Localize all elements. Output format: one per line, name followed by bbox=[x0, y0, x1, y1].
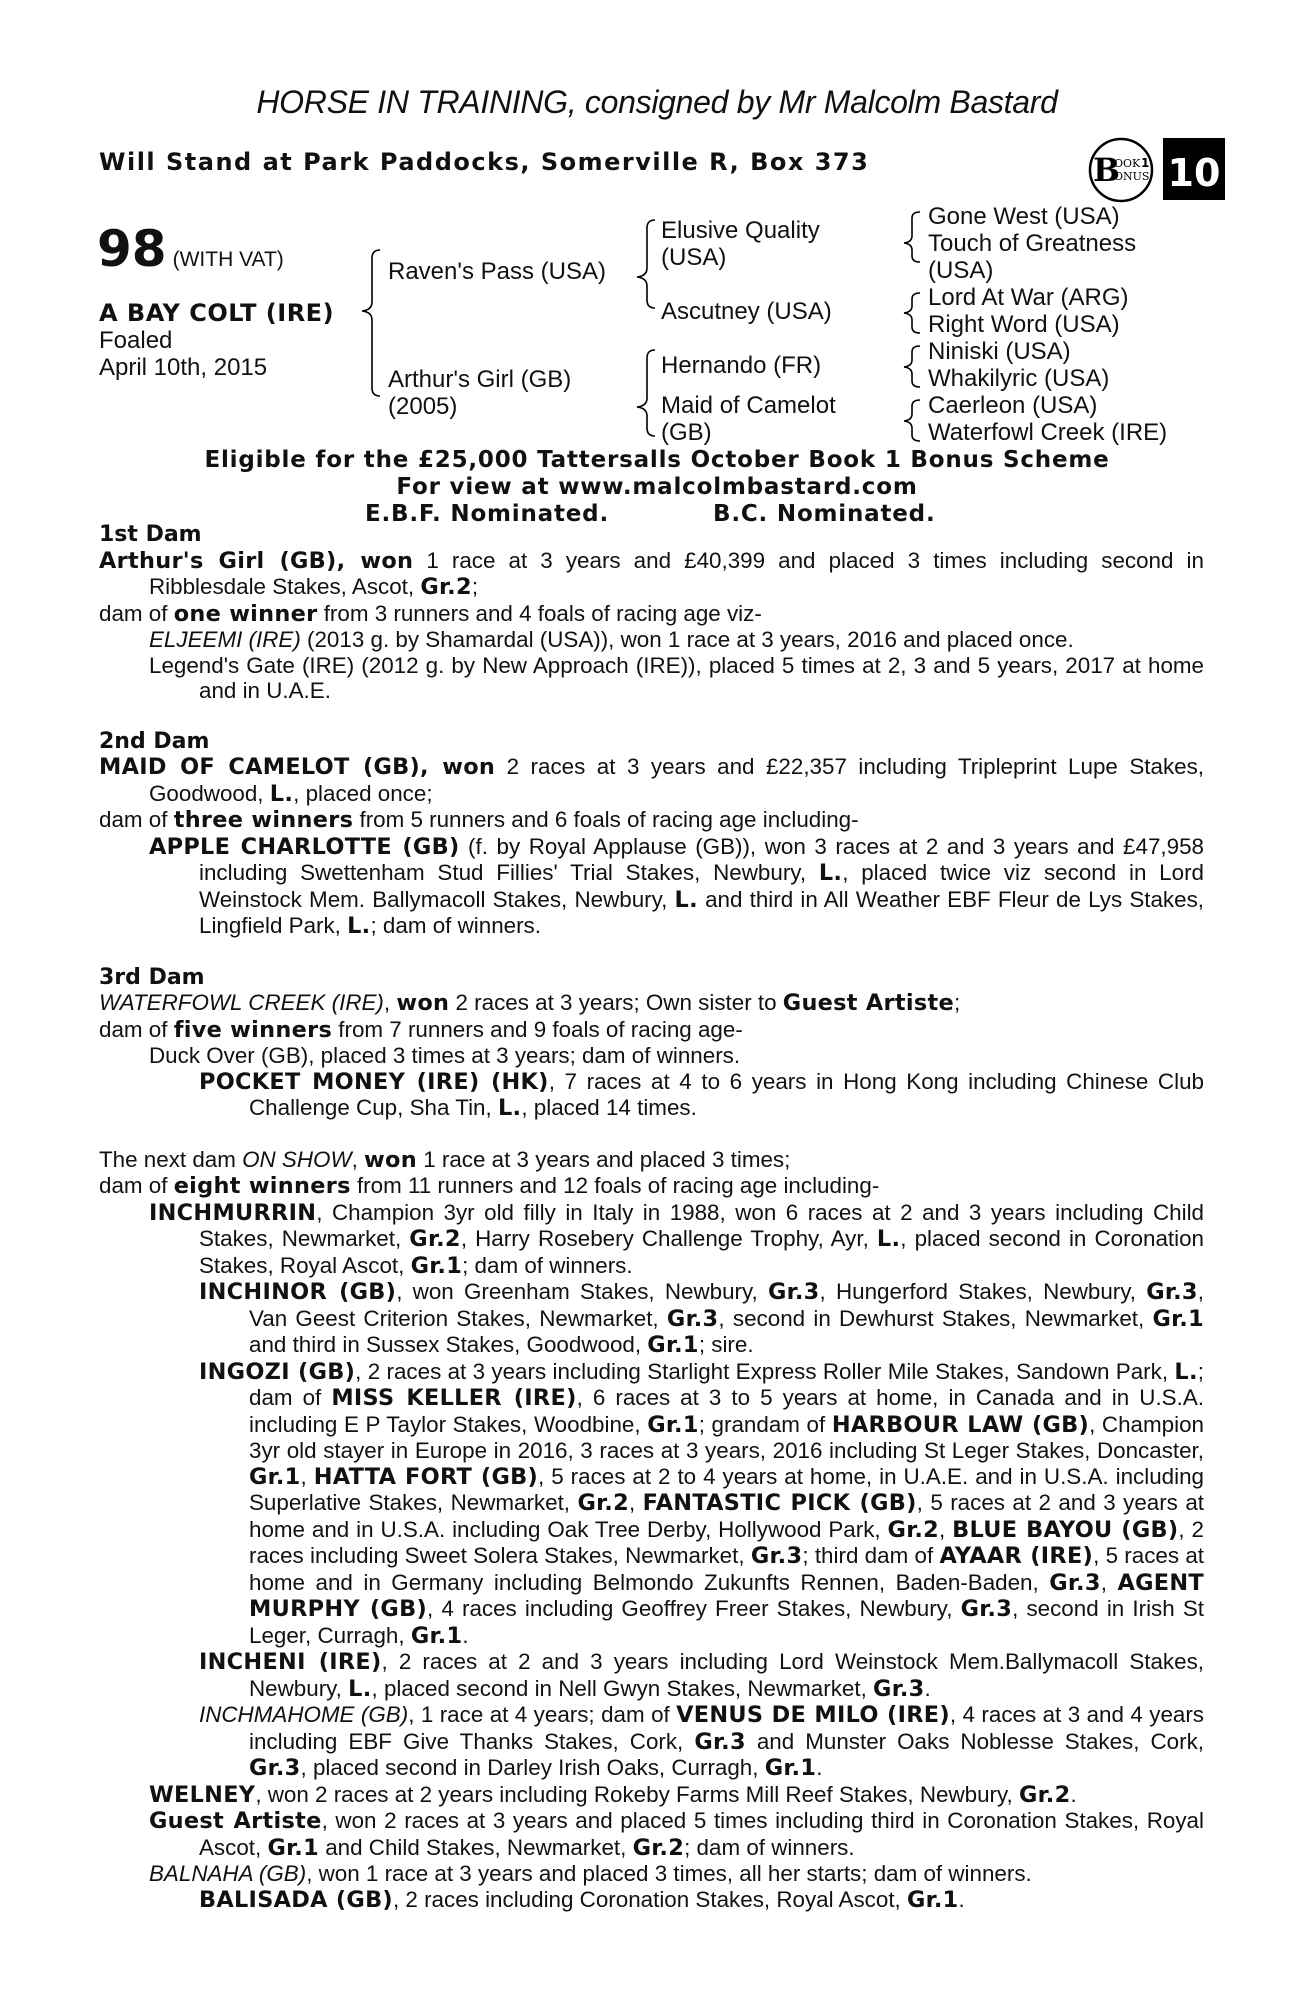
bonus-scheme-note: Eligible for the £25,000 Tattersalls October Book 1 Bonus Scheme bbox=[204, 447, 1110, 473]
second-dam-entry: MAID OF CAMELOT (GB), won 2 races at 3 years and £22,357 including Tripleprint Lupe Stakes, Goodwood, L., placed once; bbox=[99, 754, 1205, 807]
produce-balisada: BALISADA (GB), 2 races including Coronation Stakes, Royal Ascot, Gr.1. bbox=[199, 1886, 965, 1913]
pedigree-g2-country: (USA) bbox=[928, 257, 994, 284]
pedigree-dam-dam-country: (GB) bbox=[661, 419, 712, 446]
first-dam-entry: Arthur's Girl (GB), won 1 race at 3 years and £40,399 and placed 3 times including second in Ribblesdale Stakes, Ascot, Gr.2; bbox=[99, 547, 1204, 600]
third-dam-foal-1: Duck Over (GB), placed 3 times at 3 years; dam of winners. bbox=[149, 1043, 741, 1068]
pedigree-g2 bbox=[928, 230, 1136, 284]
pedigree-g8: Waterfowl Creek (IRE) bbox=[928, 419, 1168, 446]
pedigree-sire-sire-name: Elusive Quality bbox=[661, 217, 820, 244]
vat-label: (WITH VAT) bbox=[172, 248, 284, 271]
svg-text:ONUS: ONUS bbox=[1114, 170, 1150, 183]
foaled-label: Foaled bbox=[99, 327, 173, 354]
svg-text:1: 1 bbox=[1141, 156, 1150, 170]
third-dam-heading: 3rd Dam bbox=[99, 964, 205, 990]
pedigree-g4: Right Word (USA) bbox=[928, 311, 1120, 338]
ebf-note: E.B.F. Nominated. bbox=[365, 501, 609, 527]
pedigree-dam bbox=[388, 366, 571, 420]
pedigree-dam-dam-name: Maid of Camelot bbox=[661, 392, 836, 419]
produce-inchmurrin: INCHMURRIN, Champion 3yr old filly in Italy in 1988, won 6 races at 2 and 3 years including Child Stakes, Newmarket, Gr.2, Harry Rosebery Challenge Trophy, Ayr, L., placed second in Coronation Stakes, Royal Ascot, Gr.1; dam of winners. bbox=[149, 1199, 1204, 1279]
third-dam-grandfoal-1: POCKET MONEY (IRE) (HK), 7 races at 4 to 6 years in Hong Kong including Chinese Club Challenge Cup, Sha Tin, L., placed 14 times. bbox=[199, 1068, 1204, 1121]
ten-label: 10 bbox=[1167, 151, 1221, 195]
produce-ingozi: INGOZI (GB), 2 races at 3 years including Starlight Express Roller Mile Stakes, Sandown Park, L.; dam of MISS KELLER (IRE), 6 races at 3 to 5 years at home, in Canada and in U.S.A. including E P Taylor Stakes, Woodbine, Gr.1; grandam of HARBOUR LAW (GB), Champion 3yr old stayer in Europe in 2016, 3 races at 3 years, 2016 including St Leger Stakes, Doncaster, Gr.1, HATTA FORT (GB), 5 races at 2 to 4 years at home, in U.A.E. and in U.S.A. including Superlative Stakes, Newmarket, Gr.2, FANTASTIC PICK (GB), 5 races at 2 and 3 years at home and in U.S.A. including Oak Tree Derby, Hollywood Park, Gr.2, BLUE BAYOU (GB), 2 races including Sweet Solera Stakes, Newmarket, Gr.3; third dam of AYAAR (IRE), 5 races at home and in Germany including Belmondo Zukunfts Rennen, Baden-Baden, Gr.3, AGENT MURPHY (GB), 4 races including Geoffrey Freer Stakes, Newbury, Gr.3, second in Irish St Leger, Curragh, Gr.1. bbox=[199, 1358, 1205, 1649]
svg-text:B: B bbox=[1093, 151, 1121, 189]
pedigree-g5: Niniski (USA) bbox=[928, 338, 1071, 365]
view-website-note: For view at www.malcolmbastard.com bbox=[396, 474, 918, 500]
produce-inchmahome: INCHMAHOME (GB), 1 race at 4 years; dam of VENUS DE MILO (IRE), 4 races at 3 and 4 years including EBF Give Thanks Stakes, Cork, Gr.3 and Munster Oaks Noblesse Stakes, Cork, Gr.3, placed second in Darley Irish Oaks, Curragh, Gr.1. bbox=[199, 1702, 1204, 1781]
lot-number: 98 bbox=[97, 220, 167, 278]
produce-inchinor: INCHINOR (GB), won Greenham Stakes, Newbury, Gr.3, Hungerford Stakes, Newbury, Gr.3, Van Geest Criterion Stakes, Newmarket, Gr.3, second in Dewhurst Stakes, Newmarket, Gr.1 and third in Sussex Stakes, Goodwood, Gr.1; sire. bbox=[199, 1279, 1204, 1358]
first-dam-foal-2: Legend's Gate (IRE) (2012 g. by New Approach (IRE)), placed 5 times at 2, 3 and 5 years, 2017 at home and in U.A.E. bbox=[149, 652, 1204, 703]
second-dam-foal-1: APPLE CHARLOTTE (GB) (f. by Royal Applause (GB)), won 3 races at 2 and 3 years and £47,958 including Swettenham Stud Fillies' Trial Stakes, Newbury, L., placed twice viz second in Lord Weinstock Mem. Ballymacoll Stakes, Newbury, L. and third in All Weather EBF Fleur de Lys Stakes, Lingfield Park, L.; dam of winners. bbox=[149, 833, 1204, 939]
second-dam-heading: 2nd Dam bbox=[99, 728, 210, 754]
stand-location: Will Stand at Park Paddocks, Somerville R, Box 373 bbox=[99, 148, 870, 176]
pedigree-dam-sire: Hernando (FR) bbox=[661, 352, 822, 379]
pedigree-sire-sire-country: (USA) bbox=[661, 244, 727, 271]
produce-guest-artiste: Guest Artiste, won 2 races at 3 years and placed 5 times including third in Coronation Stakes, Royal Ascot, Gr.1 and Child Stakes, Newmarket, Gr.2; dam of winners. bbox=[149, 1808, 1204, 1861]
pedigree-dam-year: (2005) bbox=[388, 393, 458, 420]
foaled-date: April 10th, 2015 bbox=[99, 354, 268, 381]
catalogue-body bbox=[99, 522, 1204, 1913]
pedigree-g3: Lord At War (ARG) bbox=[928, 284, 1129, 311]
pedigree-g6: Whakilyric (USA) bbox=[928, 365, 1110, 392]
horse-name: A BAY COLT (IRE) bbox=[99, 299, 335, 327]
page-title: HORSE IN TRAINING, consigned by Mr Malcolm Bastard bbox=[256, 84, 1058, 120]
third-dam-entry: WATERFOWL CREEK (IRE), won 2 races at 3 years; Own sister to Guest Artiste; bbox=[99, 990, 961, 1016]
next-dam-produce-summary: dam of eight winners from 11 runners and 12 foals of racing age including- bbox=[99, 1173, 880, 1199]
pedigree-g2-name: Touch of Greatness bbox=[928, 230, 1137, 257]
pedigree-g1: Gone West (USA) bbox=[928, 203, 1120, 230]
pedigree-sire: Raven's Pass (USA) bbox=[388, 258, 606, 285]
produce-welney: WELNEY, won 2 races at 2 years including Rokeby Farms Mill Reef Stakes, Newbury, Gr.2. bbox=[149, 1781, 1077, 1808]
third-dam-produce-summary: dam of five winners from 7 runners and 9 foals of racing age- bbox=[99, 1016, 743, 1043]
plus-sign: + bbox=[1167, 112, 1186, 137]
svg-text:OOK: OOK bbox=[1114, 157, 1141, 170]
first-dam-produce-summary: dam of one winner from 3 runners and 4 foals of racing age viz- bbox=[99, 600, 762, 627]
first-dam-foal-1: ELJEEMI (IRE) (2013 g. by Shamardal (USA)), won 1 race at 3 years, 2016 and placed once. bbox=[149, 627, 1074, 652]
pedigree-g7: Caerleon (USA) bbox=[928, 392, 1098, 419]
pedigree-dam-dam bbox=[661, 392, 836, 446]
pedigree-sire-dam: Ascutney (USA) bbox=[661, 298, 832, 325]
produce-incheni: INCHENI (IRE), 2 races at 2 and 3 years including Lord Weinstock Mem.Ballymacoll Stakes, Newbury, L., placed second in Nell Gwyn Stakes, Newmarket, Gr.3. bbox=[199, 1649, 1204, 1702]
pedigree-sire-sire bbox=[661, 217, 820, 271]
bc-note: B.C. Nominated. bbox=[713, 501, 936, 527]
second-dam-produce-summary: dam of three winners from 5 runners and 6 foals of racing age including- bbox=[99, 807, 859, 833]
first-dam-heading: 1st Dam bbox=[99, 522, 202, 547]
pedigree-dam-name: Arthur's Girl (GB) bbox=[388, 366, 572, 393]
next-dam-entry: The next dam ON SHOW, won 1 race at 3 years and placed 3 times; bbox=[99, 1146, 791, 1173]
produce-balnaha: BALNAHA (GB), won 1 race at 3 years and placed 3 times, all her starts; dam of winners. bbox=[149, 1861, 1032, 1886]
